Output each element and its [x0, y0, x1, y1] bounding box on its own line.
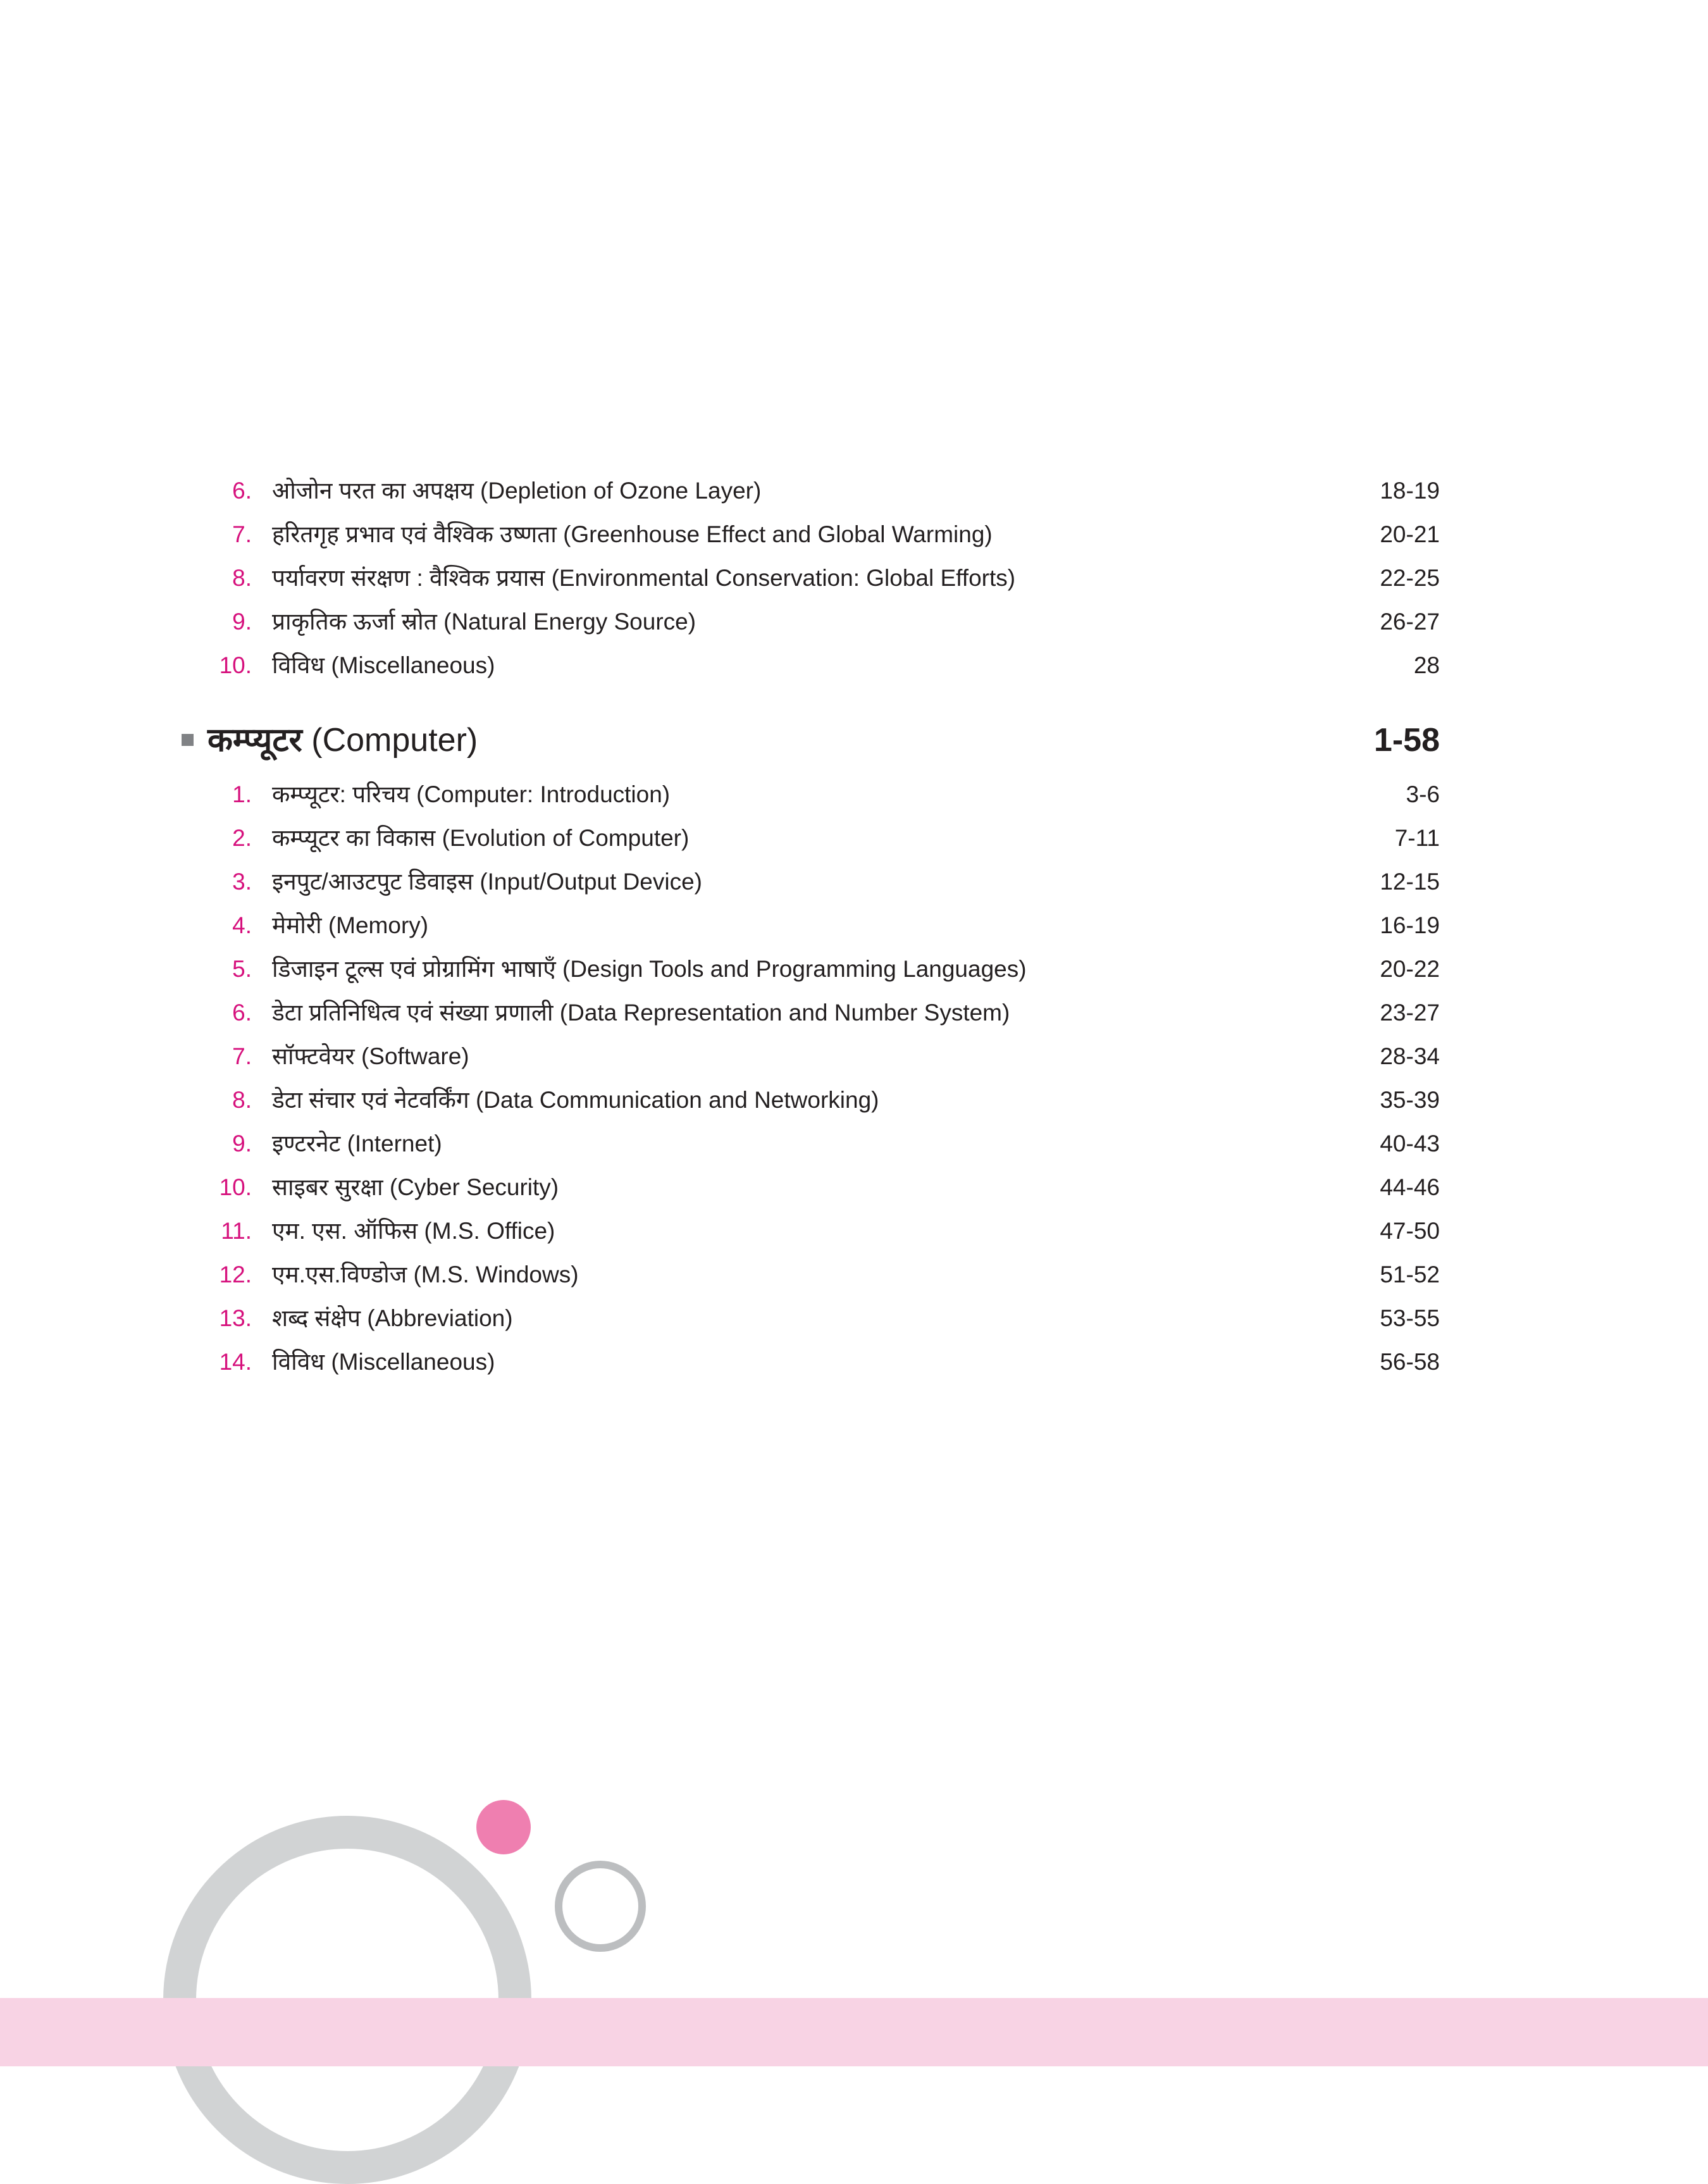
entry-pages: 47-50	[1380, 1218, 1440, 1244]
entry-number: 1.	[232, 781, 252, 807]
entry-number: 7.	[232, 1043, 252, 1069]
entry-number: 10.	[219, 1174, 252, 1200]
toc-entry	[0, 817, 1708, 860]
entry-pages: 53-55	[1380, 1305, 1440, 1331]
toc-entry	[0, 1079, 1708, 1122]
entry-title: मेमोरी (Memory)	[272, 912, 429, 938]
entry-pages: 7-11	[1394, 825, 1440, 851]
square-bullet-icon	[182, 734, 194, 746]
entry-pages: 28	[1413, 652, 1440, 678]
entry-title: पर्यावरण संरक्षण : वैश्विक प्रयास (Environmental Conservation: Global Efforts)	[272, 565, 1016, 591]
entry-title: डेटा प्रतिनिधित्व एवं संख्या प्रणाली (Data Representation and Number System)	[272, 1000, 1010, 1026]
entry-pages: 40-43	[1380, 1131, 1440, 1157]
entry-title: कम्प्यूटर का विकास (Evolution of Computer)	[272, 825, 690, 851]
toc-entry	[0, 1166, 1708, 1209]
toc-entry	[0, 513, 1708, 556]
entry-pages: 35-39	[1380, 1087, 1440, 1113]
entry-pages: 12-15	[1380, 869, 1440, 895]
toc-entry	[0, 773, 1708, 816]
entry-pages: 23-27	[1380, 1000, 1440, 1026]
toc-entry	[0, 860, 1708, 903]
entry-title: डेटा संचार एवं नेटवर्किंग (Data Communication and Networking)	[272, 1087, 879, 1113]
entry-number: 11.	[221, 1218, 252, 1244]
toc-entry	[0, 1253, 1708, 1296]
entry-pages: 56-58	[1380, 1349, 1440, 1375]
entry-number: 13.	[219, 1305, 252, 1331]
entry-number: 6.	[232, 478, 252, 504]
entry-pages: 51-52	[1380, 1262, 1440, 1287]
entry-pages: 20-22	[1380, 956, 1440, 982]
entry-title: प्राकृतिक ऊर्जा स्रोत (Natural Energy Source)	[272, 609, 696, 635]
entry-number: 7.	[232, 521, 252, 547]
entry-pages: 22-25	[1380, 565, 1440, 591]
entry-pages: 20-21	[1380, 521, 1440, 547]
entry-title: इनपुट/आउटपुट डिवाइस (Input/Output Device)	[272, 869, 702, 895]
entry-title: एम. एस. ऑफिस (M.S. Office)	[272, 1218, 555, 1244]
entry-pages: 28-34	[1380, 1043, 1440, 1069]
toc-entry	[0, 557, 1708, 600]
entry-title: ओजोन परत का अपक्षय (Depletion of Ozone Layer)	[272, 478, 762, 504]
toc-entry	[0, 948, 1708, 991]
toc-entry	[0, 1297, 1708, 1340]
entry-number: 14.	[219, 1349, 252, 1375]
entry-pages: 26-27	[1380, 609, 1440, 635]
entry-title: शब्द संक्षेप (Abbreviation)	[272, 1305, 513, 1331]
footer-band	[0, 1998, 1708, 2066]
entry-number: 3.	[232, 869, 252, 895]
entry-number: 9.	[232, 609, 252, 635]
entry-title: इण्टरनेट (Internet)	[272, 1131, 442, 1157]
toc-entry	[0, 1210, 1708, 1253]
toc-entry	[0, 1122, 1708, 1165]
entry-number: 8.	[232, 1087, 252, 1113]
toc-entry	[0, 469, 1708, 512]
entry-title: कम्प्यूटर: परिचय (Computer: Introduction)	[272, 781, 671, 807]
entry-title: हरितगृह प्रभाव एवं वैश्विक उष्णता (Greenhouse Effect and Global Warming)	[272, 521, 993, 547]
section-header-computer	[0, 715, 1708, 766]
toc-entry	[0, 991, 1708, 1034]
entry-pages: 16-19	[1380, 912, 1440, 938]
decorative-grey-ring	[555, 1861, 646, 1952]
toc-entry	[0, 1341, 1708, 1384]
entry-title: एम.एस.विण्डोज (M.S. Windows)	[272, 1262, 579, 1287]
toc-entry	[0, 904, 1708, 947]
section-page-range: 1-58	[1373, 722, 1440, 759]
section-title-english: (Computer)	[311, 722, 478, 759]
entry-number: 8.	[232, 565, 252, 591]
decorative-pink-dot	[476, 1800, 531, 1854]
entry-number: 2.	[232, 825, 252, 851]
entry-title: विविध (Miscellaneous)	[272, 1349, 495, 1375]
entry-title: विविध (Miscellaneous)	[272, 652, 495, 678]
section-title	[207, 715, 478, 766]
entry-number: 12.	[219, 1262, 252, 1287]
entry-number: 6.	[232, 1000, 252, 1026]
entry-number: 5.	[232, 956, 252, 982]
entry-number: 4.	[232, 912, 252, 938]
entry-title: डिजाइन टूल्स एवं प्रोग्रामिंग भाषाएँ (Design Tools and Programming Languages)	[272, 956, 1027, 982]
entry-number: 10.	[219, 652, 252, 678]
entry-title: सॉफ्टवेयर (Software)	[272, 1043, 469, 1069]
entry-number: 9.	[232, 1131, 252, 1157]
toc-entry	[0, 600, 1708, 643]
toc-entry	[0, 644, 1708, 687]
entry-pages: 3-6	[1406, 781, 1440, 807]
entry-pages: 44-46	[1380, 1174, 1440, 1200]
entry-pages: 18-19	[1380, 478, 1440, 504]
toc-entry	[0, 1035, 1708, 1078]
section-title-hindi: कम्प्यूटर	[207, 722, 302, 759]
entry-title: साइबर सुरक्षा (Cyber Security)	[272, 1174, 559, 1200]
